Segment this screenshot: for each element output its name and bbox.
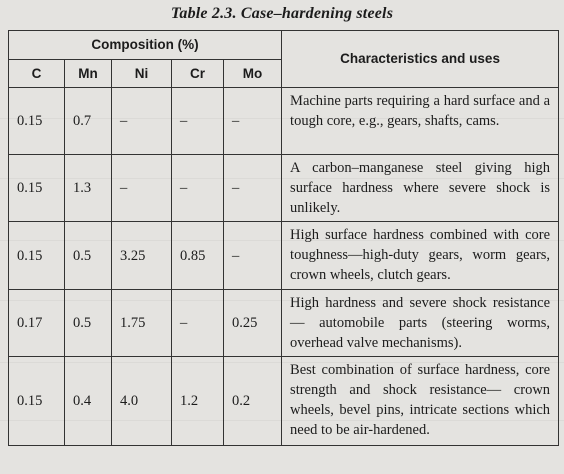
cell-cr: 0.85 <box>172 222 224 290</box>
cell-cr: – <box>172 155 224 222</box>
cell-characteristics: Best combination of surface hardness, core strength and shock resistance— crown wheels, bevel pins, intricate sections which need to be air-hardened. <box>282 357 559 446</box>
cell-mo: 0.2 <box>224 357 282 446</box>
cell-ni: – <box>112 155 172 222</box>
cell-mn: 0.4 <box>65 357 112 446</box>
cell-ni: 1.75 <box>112 290 172 357</box>
header-row-top <box>9 31 559 60</box>
column-header-cr: Cr <box>172 60 224 88</box>
cell-c: 0.17 <box>9 290 65 357</box>
characteristics-header: Characteristics and uses <box>282 31 559 88</box>
cell-mn: 0.5 <box>65 290 112 357</box>
cell-mo: – <box>224 88 282 155</box>
column-header-c: C <box>9 60 65 88</box>
cell-mn: 0.7 <box>65 88 112 155</box>
cell-characteristics: High hardness and severe shock resistance — automobile parts (steering worms, overhead valve mechanisms). <box>282 290 559 357</box>
table-row <box>9 357 559 446</box>
column-header-mn: Mn <box>65 60 112 88</box>
composition-header: Composition (%) <box>9 31 282 60</box>
cell-ni: 3.25 <box>112 222 172 290</box>
cell-characteristics: A carbon–manganese steel giving high surface hardness where severe shock is unlikely. <box>282 155 559 222</box>
cell-cr: – <box>172 88 224 155</box>
cell-mn: 1.3 <box>65 155 112 222</box>
cell-cr: 1.2 <box>172 357 224 446</box>
table-row <box>9 290 559 357</box>
column-header-mo: Mo <box>224 60 282 88</box>
column-header-ni: Ni <box>112 60 172 88</box>
cell-mo: 0.25 <box>224 290 282 357</box>
table-row <box>9 155 559 222</box>
table-row <box>9 222 559 290</box>
case-hardening-steels-table <box>8 30 559 446</box>
cell-characteristics: Machine parts requiring a hard surface and a tough core, e.g., gears, shafts, cams. <box>282 88 559 155</box>
cell-c: 0.15 <box>9 88 65 155</box>
cell-mo: – <box>224 222 282 290</box>
cell-mo: – <box>224 155 282 222</box>
table-title: Table 2.3. Case–hardening steels <box>170 5 394 22</box>
cell-cr: – <box>172 290 224 357</box>
cell-ni: – <box>112 88 172 155</box>
cell-characteristics: High surface hardness combined with core toughness—high-duty gears, worm gears, crown wheels, clutch gears. <box>282 222 559 290</box>
table-row <box>9 88 559 155</box>
cell-c: 0.15 <box>9 357 65 446</box>
cell-c: 0.15 <box>9 222 65 290</box>
cell-c: 0.15 <box>9 155 65 222</box>
cell-ni: 4.0 <box>112 357 172 446</box>
cell-mn: 0.5 <box>65 222 112 290</box>
